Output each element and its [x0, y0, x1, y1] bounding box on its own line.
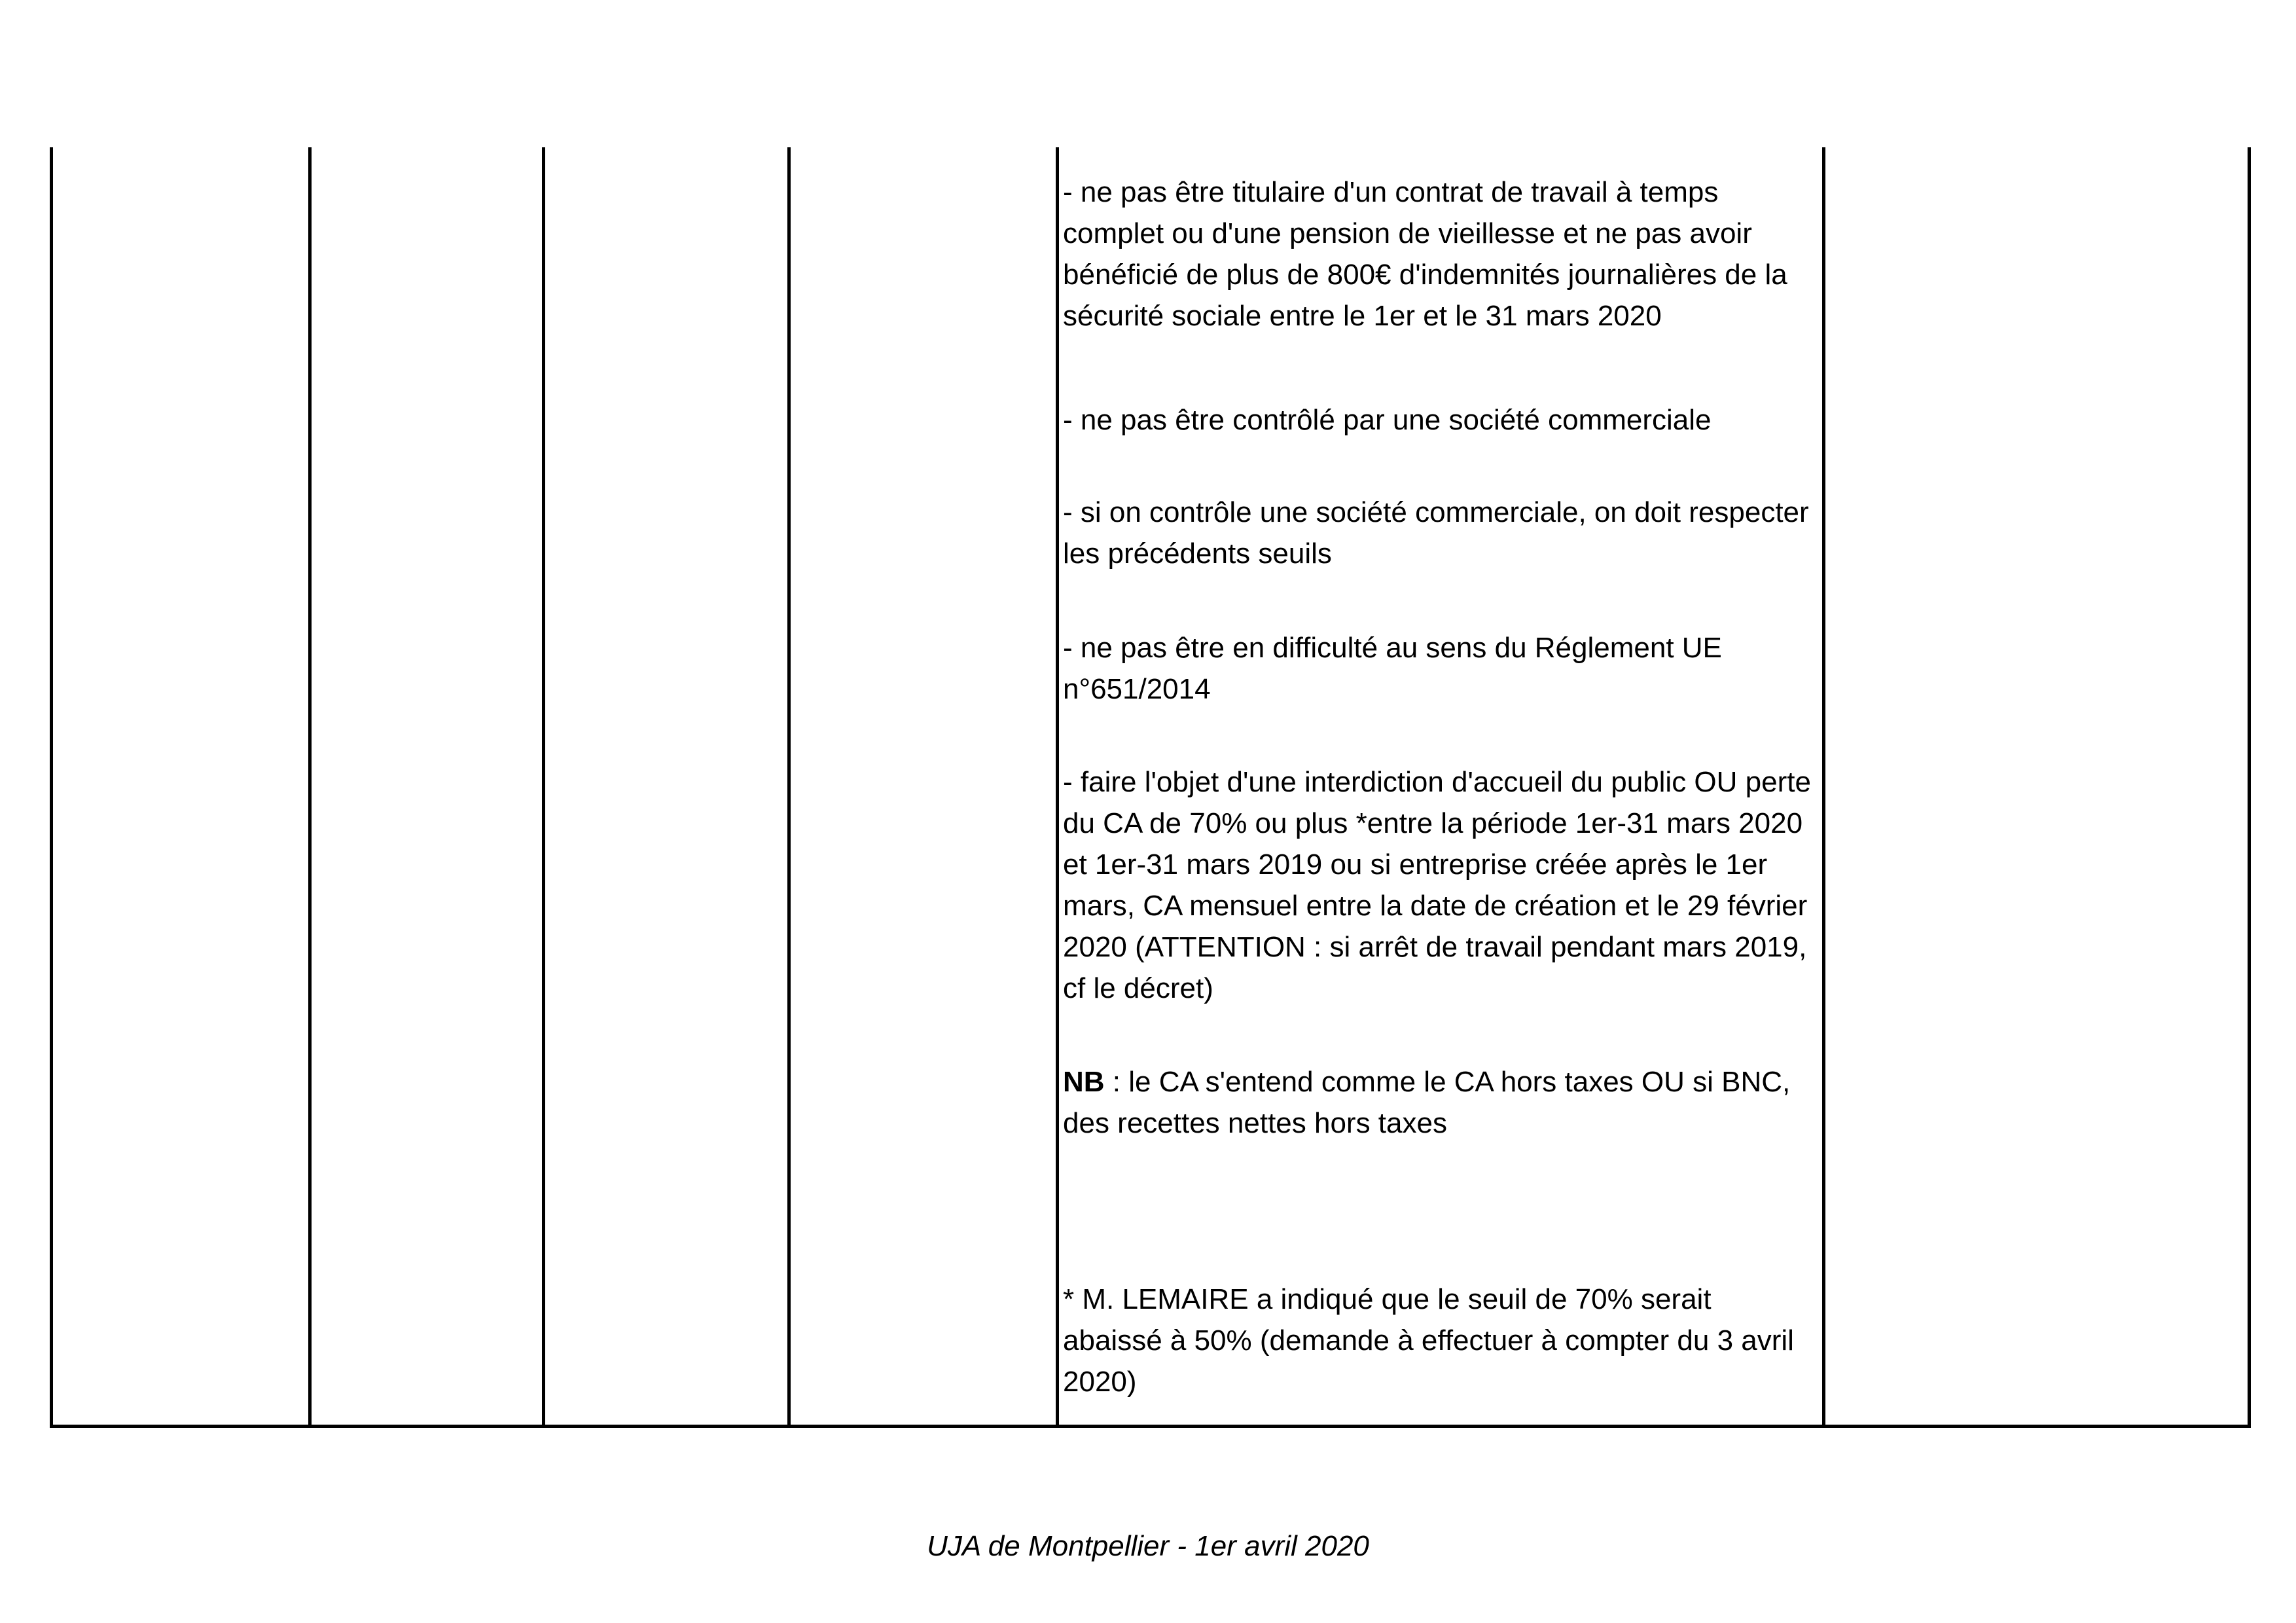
condition-paragraph-3: - si on contrôle une société commerciale, on doit respecter les précédents seuils: [1063, 496, 1809, 570]
nb-label: NB: [1063, 1066, 1105, 1098]
column-border-2: [308, 147, 312, 1427]
table-bottom-border: [50, 1425, 2251, 1428]
footnote: * M. LEMAIRE a indiqué que le seuil de 70% serait abaissé à 50% (demande à effectuer à compter du 3 avril 2020): [1063, 1283, 1794, 1398]
condition-paragraph-1: - ne pas être titulaire d'un contrat de travail à temps complet ou d'une pension de vieillesse et ne pas avoir bénéficié de plus de 800€ d'indemnités journalières de la sécurité sociale entre le 1er et le 31 mars 2020: [1063, 176, 1787, 332]
nb-text: : le CA s'entend comme le CA hors taxes OU si BNC, des recettes nettes hors taxes: [1063, 1066, 1791, 1139]
column-border-1: [50, 147, 53, 1427]
column-border-3: [542, 147, 545, 1427]
column-border-7: [2248, 147, 2251, 1427]
nb-note: [1063, 1061, 1816, 1144]
condition-paragraph-2: - ne pas être contrôlé par une société commerciale: [1063, 404, 1712, 436]
column-border-5: [1056, 147, 1059, 1427]
condition-paragraph-4: - ne pas être en difficulté au sens du Réglement UE n°651/2014: [1063, 632, 1722, 705]
conditions-cell: [1063, 172, 1816, 1402]
page-footer: UJA de Montpellier - 1er avril 2020: [927, 1530, 1369, 1562]
column-border-6: [1822, 147, 1825, 1427]
condition-paragraph-5: - faire l'objet d'une interdiction d'accueil du public OU perte du CA de 70% ou plus *entre la période 1er-31 mars 2020 et 1er-31 mars 2019 ou si entreprise créée après le 1er mars, CA mensuel entre la date de création et le 29 février 2020 (ATTENTION : si arrêt de travail pendant mars 2019, cf le décret): [1063, 766, 1811, 1004]
column-border-4: [787, 147, 791, 1427]
